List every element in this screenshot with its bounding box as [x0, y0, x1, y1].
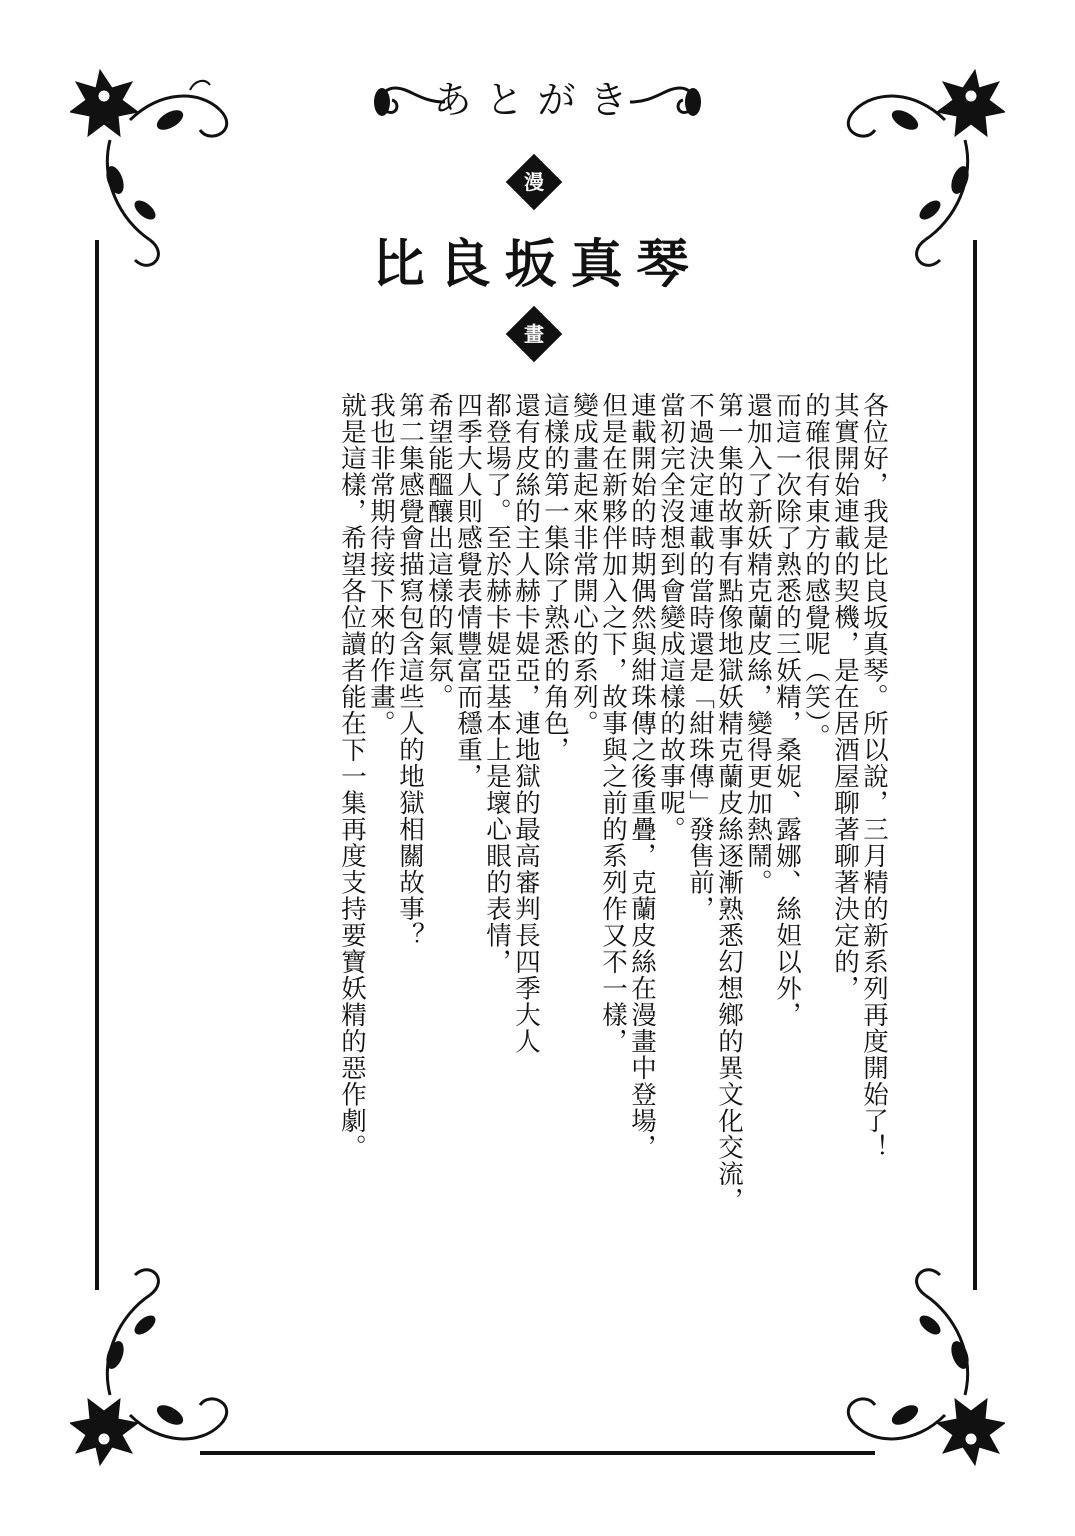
afterword-body [158, 392, 888, 1392]
role-badge-top: 漫 [524, 170, 544, 194]
frame-bottom-line [200, 1451, 875, 1455]
afterword-line: 不過決定連載的當時還是「紺珠傳」發售前， [685, 392, 715, 922]
afterword-line: 還加入了新妖精克蘭皮絲，變得更加熱鬧。 [743, 392, 773, 896]
afterword-line: 當初完全沒想到會變成這樣的故事呢。 [656, 392, 686, 843]
afterword-line: 就是這樣，希望各位讀者能在下一集再度支持要寶妖精的惡作劇。 [337, 392, 367, 1161]
afterword-line: 變成畫起來非常開心的系列。 [569, 392, 599, 737]
afterword-line: 希望能醞釀出這樣的氣氛。 [424, 392, 454, 710]
scroll-ornament-right-icon [625, 78, 715, 126]
afterword-line: 這樣的第一集除了熟悉的角色， [540, 392, 570, 763]
role-badge-bottom: 畫 [524, 322, 544, 346]
title-banner [0, 70, 1075, 130]
afterword-line: 第一集的故事有點像地獄妖精克蘭皮絲逐漸熟悉幻想鄉的異文化交流， [714, 392, 744, 1214]
frame-left-line [95, 240, 99, 1290]
author-name: 比良坂真琴 [372, 235, 703, 295]
frame-right-line [973, 240, 977, 1290]
afterword-line: 還有皮絲的主人赫卡媞亞，連地獄的最高審判長四季大人 [511, 392, 541, 1055]
afterword-line: 我也非常期待接下來的作畫。 [366, 392, 396, 737]
afterword-line: 第二集感覺會描寫包含這些人的地獄相關故事？ [395, 392, 425, 949]
afterword-line: 但是在新夥伴加入之下，故事與之前的系列作又不一樣， [598, 392, 628, 1055]
afterword-line: 都登場了。至於赫卡媞亞基本上是壞心眼的表情， [482, 392, 512, 975]
page-title: あとがき [433, 78, 642, 122]
afterword-line: 各位好，我是比良坂真琴。所以說，三月精的新系列再度開始了！ [859, 392, 889, 1161]
afterword-line: 而這一次除了熟悉的三妖精，桑妮、露娜、絲妲以外， [772, 392, 802, 1028]
afterword-line: 其實開始連載的契機，是在居酒屋聊著聊著決定的， [830, 392, 860, 1002]
afterword-line: 連載開始的時期偶然與紺珠傳之後重疊，克蘭皮絲在漫畫中登場， [627, 392, 657, 1161]
afterword-line: 的確很有東方的感覺呢（笑）。 [801, 392, 831, 751]
afterword-line: 四季大人則感覺表情豐富而穩重， [453, 392, 483, 790]
